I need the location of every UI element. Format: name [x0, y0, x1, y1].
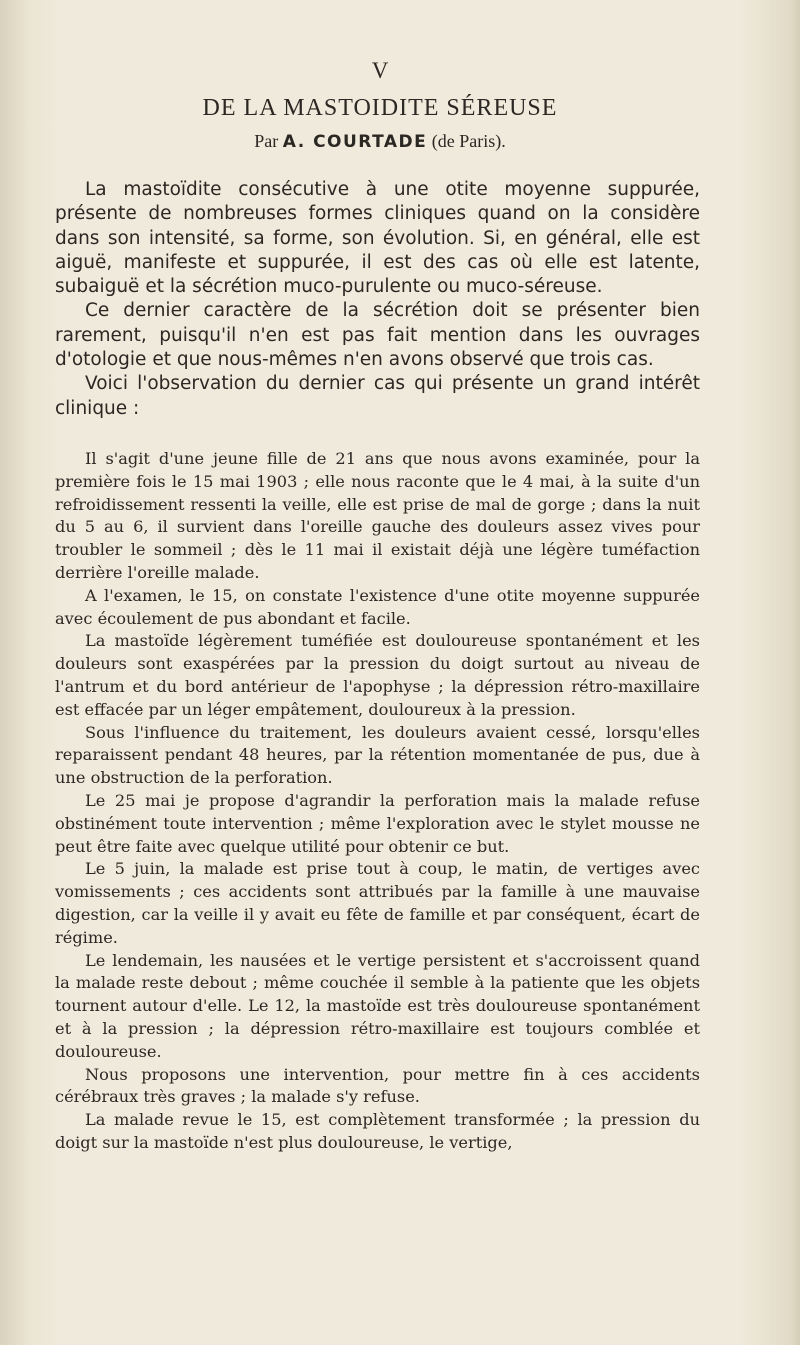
paragraph: Ce dernier caractère de la sécrétion doit se présenter bien rarement, puisqu'il n'en est pas fait mention dans les ouvrages d'otologie et que nous-mêmes n'en avons observé que trois cas.: [55, 300, 700, 371]
paragraph: Il s'agit d'une jeune fille de 21 ans que nous avons examinée, pour la première fois le 15 mai 1903 ; elle nous raconte que le 4 mai, à la suite d'un refroidissement ressenti la veille, elle est prise de mal de gorge ; dans la nuit du 5 au 6, il survient dans l'oreille gauche des douleurs assez vives pour troubler le sommeil ; dès le 11 mai il existait déjà une légère tuméfaction derrière l'oreille malade.: [55, 449, 700, 582]
paragraph: Voici l'observation du dernier cas qui présente un grand intérêt clinique :: [55, 373, 700, 419]
author-name: A. COURTADE: [282, 132, 428, 152]
paragraph: Le 5 juin, la malade est prise tout à coup, le matin, de vertiges avec vomissements ; ces accidents sont attribués par la famille à une mauvaise digestion, car la veille il y avait eu fête de famille et par conséquent, écart de régime.: [55, 859, 700, 947]
paragraph: A l'examen, le 15, on constate l'existence d'une otite moyenne suppurée avec écoulement de pus abondant et facile.: [55, 585, 700, 628]
paragraph: Le lendemain, les nausées et le vertige persistent et s'accroissent quand la malade reste debout ; même couchée il semble à la patiente que les objets tournent autour d'elle. Le 12, la mastoïde est très douloureuse spontanément et à la pression ; la dépression rétro-maxillaire est toujours comblée et douloureuse.: [55, 950, 700, 1061]
byline-prefix: Par: [254, 131, 279, 151]
introduction: [55, 178, 700, 421]
case-observation: [55, 448, 700, 1155]
article-title: DE LA MASTOIDITE SÉREUSE: [202, 95, 558, 121]
paragraph: La mastoïdite consécutive à une otite moyenne suppurée, présente de nombreuses formes cliniques quand on la considère dans son intensité, sa forme, son évolution. Si, en général, elle est aiguë, manifeste et suppurée, il est des cas où elle est latente, subaiguë et la sécrétion muco-purulente ou muco-séreuse.: [55, 179, 700, 298]
paragraph: La mastoïde légèrement tuméfiée est douloureuse spontanément et les douleurs sont exaspérées par la pression du doigt surtout au niveau de l'antrum et du bord antérieur de l'apophyse ; la dépression rétro-maxillaire est effacée par un léger empâtement, douloureux à la pression.: [55, 631, 700, 719]
byline: [0, 131, 760, 152]
chapter-numeral: V: [371, 58, 389, 83]
paragraph: Sous l'influence du traitement, les douleurs avaient cessé, lorsqu'elles reparaissent pendant 48 heures, par la rétention momentanée de pus, due à une obstruction de la perforation.: [55, 722, 700, 788]
paragraph: Nous proposons une intervention, pour mettre fin à ces accidents cérébraux très graves ; la malade s'y refuse.: [55, 1064, 700, 1107]
author-affiliation: (de Paris).: [431, 131, 506, 151]
paragraph: La malade revue le 15, est complètement transformée ; la pression du doigt sur la mastoïde n'est plus douloureuse, le vertige,: [55, 1110, 700, 1152]
paragraph: Le 25 mai je propose d'agrandir la perforation mais la malade refuse obstinément toute intervention ; même l'exploration avec le stylet mousse ne peut être faite avec quelque utilité pour obtenir ce but.: [55, 790, 700, 856]
